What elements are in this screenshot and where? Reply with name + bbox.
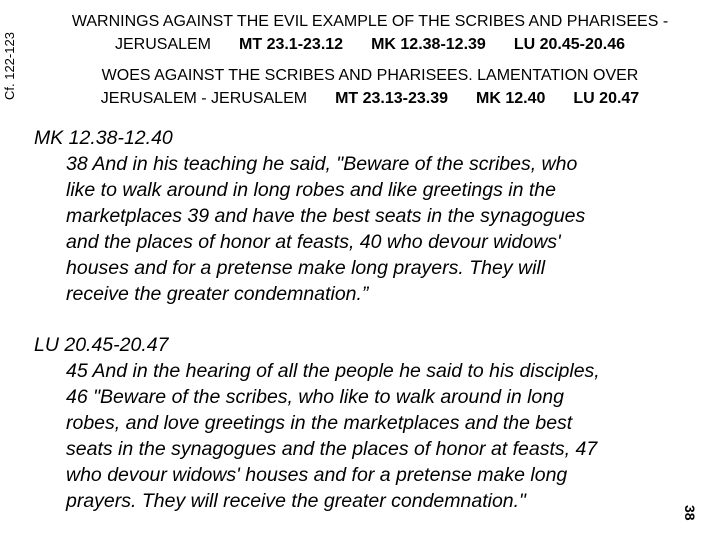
- section-luke: [34, 332, 684, 514]
- section-mark: [34, 125, 674, 307]
- heading-warnings-title: WARNINGS AGAINST THE EVIL EXAMPLE OF THE SCRIBES AND PHARISEES -: [71, 13, 669, 30]
- side-reference: Cf. 122-123: [2, 32, 17, 100]
- heading-warnings-place: JERUSALEM: [114, 36, 212, 53]
- text-line: marketplaces 39 and have the best seats in the synagogues: [66, 205, 586, 227]
- heading-woes-place: JERUSALEM - JERUSALEM: [100, 90, 308, 107]
- heading-woes-ref-mk: MK 12.40: [476, 90, 546, 107]
- text-line: prayers. They will receive the greater condemnation.": [66, 490, 526, 512]
- section-reference: MK 12.38-12.40: [34, 127, 173, 149]
- text-line: receive the greater condemnation.”: [66, 283, 369, 305]
- text-line: 46 "Beware of the scribes, who like to walk around in long: [66, 386, 564, 408]
- heading-woes: [40, 64, 700, 110]
- page-number: 38: [682, 505, 698, 521]
- text-line: 38 And in his teaching he said, "Beware of the scribes, who: [66, 153, 578, 175]
- text-line: robes, and love greetings in the marketplaces and the best: [66, 412, 573, 434]
- text-line: who devour widows' houses and for a pretense make long: [66, 464, 568, 486]
- section-reference: LU 20.45-20.47: [34, 334, 169, 356]
- heading-woes-ref-lu: LU 20.47: [573, 90, 640, 107]
- heading-woes-ref-mt: MT 23.13-23.39: [335, 90, 449, 107]
- section-body: [66, 151, 674, 307]
- text-line: and the places of honor at feasts, 40 who devour widows': [66, 231, 561, 253]
- heading-warnings: [20, 10, 720, 56]
- text-line: like to walk around in long robes and like greetings in the: [66, 179, 556, 201]
- heading-warnings-ref-mk: MK 12.38-12.39: [371, 36, 486, 53]
- text-line: houses and for a pretense make long prayers. They will: [66, 257, 546, 279]
- heading-warnings-ref-mt: MT 23.1-23.12: [239, 36, 344, 53]
- heading-woes-refs: [40, 87, 700, 110]
- heading-warnings-ref-lu: LU 20.45-20.46: [513, 36, 625, 53]
- text-line: 45 And in the hearing of all the people he said to his disciples,: [66, 360, 600, 382]
- heading-warnings-refs: [20, 33, 720, 56]
- section-body: [66, 358, 684, 514]
- heading-woes-title: WOES AGAINST THE SCRIBES AND PHARISEES. LAMENTATION OVER: [101, 67, 639, 84]
- text-line: seats in the synagogues and the places of honor at feasts, 47: [66, 438, 598, 460]
